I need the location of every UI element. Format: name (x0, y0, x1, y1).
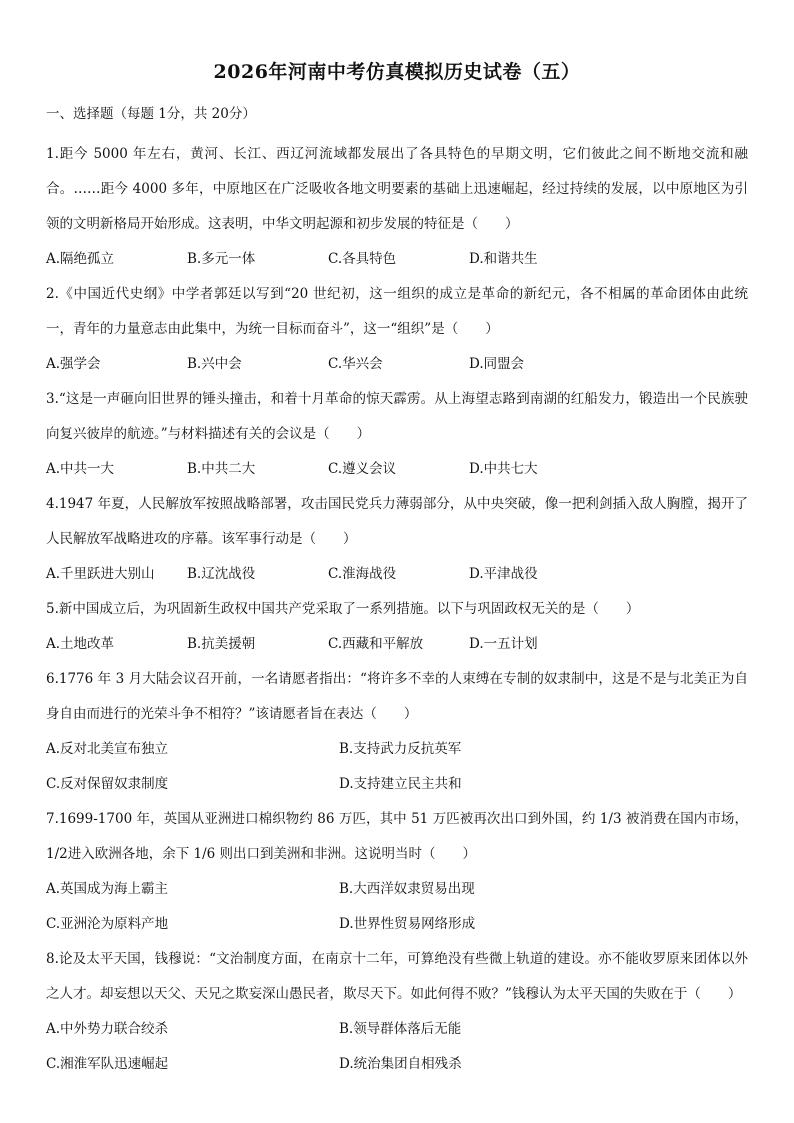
option-d: D.支持建立民主共和 (339, 776, 462, 792)
option-a: A.千里跃进大别山 (46, 566, 155, 582)
option-c: C.华兴会 (328, 356, 383, 372)
option-d: D.和谐共生 (469, 251, 538, 267)
option-d: D.同盟会 (469, 356, 525, 372)
option-a: A.强学会 (46, 356, 101, 372)
option-b: B.兴中会 (187, 356, 242, 372)
option-c: C.各具特色 (328, 251, 397, 267)
option-c: C.反对保留奴隶制度 (46, 776, 169, 792)
option-b: B.辽沈战役 (187, 566, 256, 582)
question-stem: 7.1699-1700 年，英国从亚洲进口棉织物约 86 万匹，其中 51 万匹被再次出口到外国，约 1/3 被消费在国内市场，1/2进入欧洲各地，余下 1/6 则出口到美洲和非洲。这说明当时（ ） (46, 811, 748, 862)
option-c: C.亚洲沦为原料产地 (46, 916, 169, 932)
question-1 (46, 137, 748, 277)
question-options (46, 1012, 748, 1082)
question-4 (46, 487, 748, 592)
question-6 (46, 662, 748, 802)
option-b: B.大西洋奴隶贸易出现 (339, 881, 475, 897)
option-b: B.支持武力反抗英军 (339, 741, 462, 757)
option-d: D.中共七大 (469, 461, 538, 477)
option-d: D.平津战役 (469, 566, 538, 582)
option-d: D.一五计划 (469, 636, 538, 652)
option-b: B.多元一体 (187, 251, 256, 267)
section-heading: 一、选择题（每题 1分，共 20分） (46, 106, 256, 122)
question-options (46, 347, 748, 382)
question-8 (46, 942, 748, 1082)
option-a: A.中共一大 (46, 461, 115, 477)
option-c: C.遵义会议 (328, 461, 397, 477)
question-stem: 6.1776 年 3 月大陆会议召开前，一名请愿者指出：“将许多不幸的人束缚在专制的奴隶制中，这是不是与北美正为自身自由而进行的光荣斗争不相符？”该请愿者旨在表达（ ） (46, 671, 748, 722)
question-stem: 2.《中国近代史纲》中学者郭廷以写到“20 世纪初，这一组织的成立是革命的新纪元，各不相属的革命团体由此统一，青年的力量意志由此集中，为统一目标而奋斗”，这一“组织”是（ ） (46, 286, 748, 337)
question-options (46, 557, 748, 592)
question-stem: 1.距今 5000 年左右，黄河、长江、西辽河流域都发展出了各具特色的早期文明，它们彼此之间不断地交流和融合。……距今 4000 多年，中原地区在广泛吸收各地文明要素的基础上迅速崛起，经过持续的发展，以中原地区为引领的文明新格局开始形成。这表明，中华文明起源和初步发展的特征是（ ） (46, 146, 748, 232)
option-c: C.西藏和平解放 (328, 636, 424, 652)
question-stem: 4.1947 年夏，人民解放军按照战略部署，攻击国民党兵力薄弱部分，从中央突破，像一把利剑插入敌人胸膛，揭开了人民解放军战略进攻的序幕。该军事行动是（ ） (46, 496, 748, 547)
question-options (46, 627, 748, 662)
question-stem: 5.新中国成立后，为巩固新生政权中国共产党采取了一系列措施。以下与巩固政权无关的是（ ） (46, 601, 640, 617)
question-7 (46, 802, 748, 942)
exam-title: 2026年河南中考仿真模拟历史试卷（五） (213, 61, 581, 83)
question-options (46, 872, 748, 942)
option-c: C.湘淮军队迅速崛起 (46, 1056, 169, 1072)
option-b: B.中共二大 (187, 461, 256, 477)
option-a: A.隔绝孤立 (46, 251, 115, 267)
option-b: B.抗美援朝 (187, 636, 256, 652)
option-b: B.领导群体落后无能 (339, 1021, 462, 1037)
option-a: A.反对北美宣布独立 (46, 741, 169, 757)
question-2 (46, 277, 748, 382)
question-5 (46, 592, 748, 662)
option-a: A.英国成为海上霸主 (46, 881, 169, 897)
question-options (46, 242, 748, 277)
question-options (46, 732, 748, 802)
question-3 (46, 382, 748, 487)
option-c: C.淮海战役 (328, 566, 397, 582)
question-stem: 3.“这是一声砸向旧世界的锤头撞击，和着十月革命的惊天霹雳。从上海望志路到南湖的红船发力，锻造出一个民族驶向复兴彼岸的航迹。”与材料描述有关的会议是（ ） (46, 391, 748, 442)
option-a: A.土地改革 (46, 636, 115, 652)
question-options (46, 452, 748, 487)
question-stem: 8.论及太平天国，钱穆说：“文治制度方面，在南京十二年，可算绝没有些微上轨道的建设。亦不能收罗原来团体以外之人才。却妄想以天父、天兄之欺妄深山愚民者，欺尽天下。如此何得不败？”钱穆认为太平天国的失败在于（ ） (46, 951, 748, 1002)
option-a: A.中外势力联合绞杀 (46, 1021, 169, 1037)
option-d: D.世界性贸易网络形成 (339, 916, 476, 932)
option-d: D.统治集团自相残杀 (339, 1056, 462, 1072)
